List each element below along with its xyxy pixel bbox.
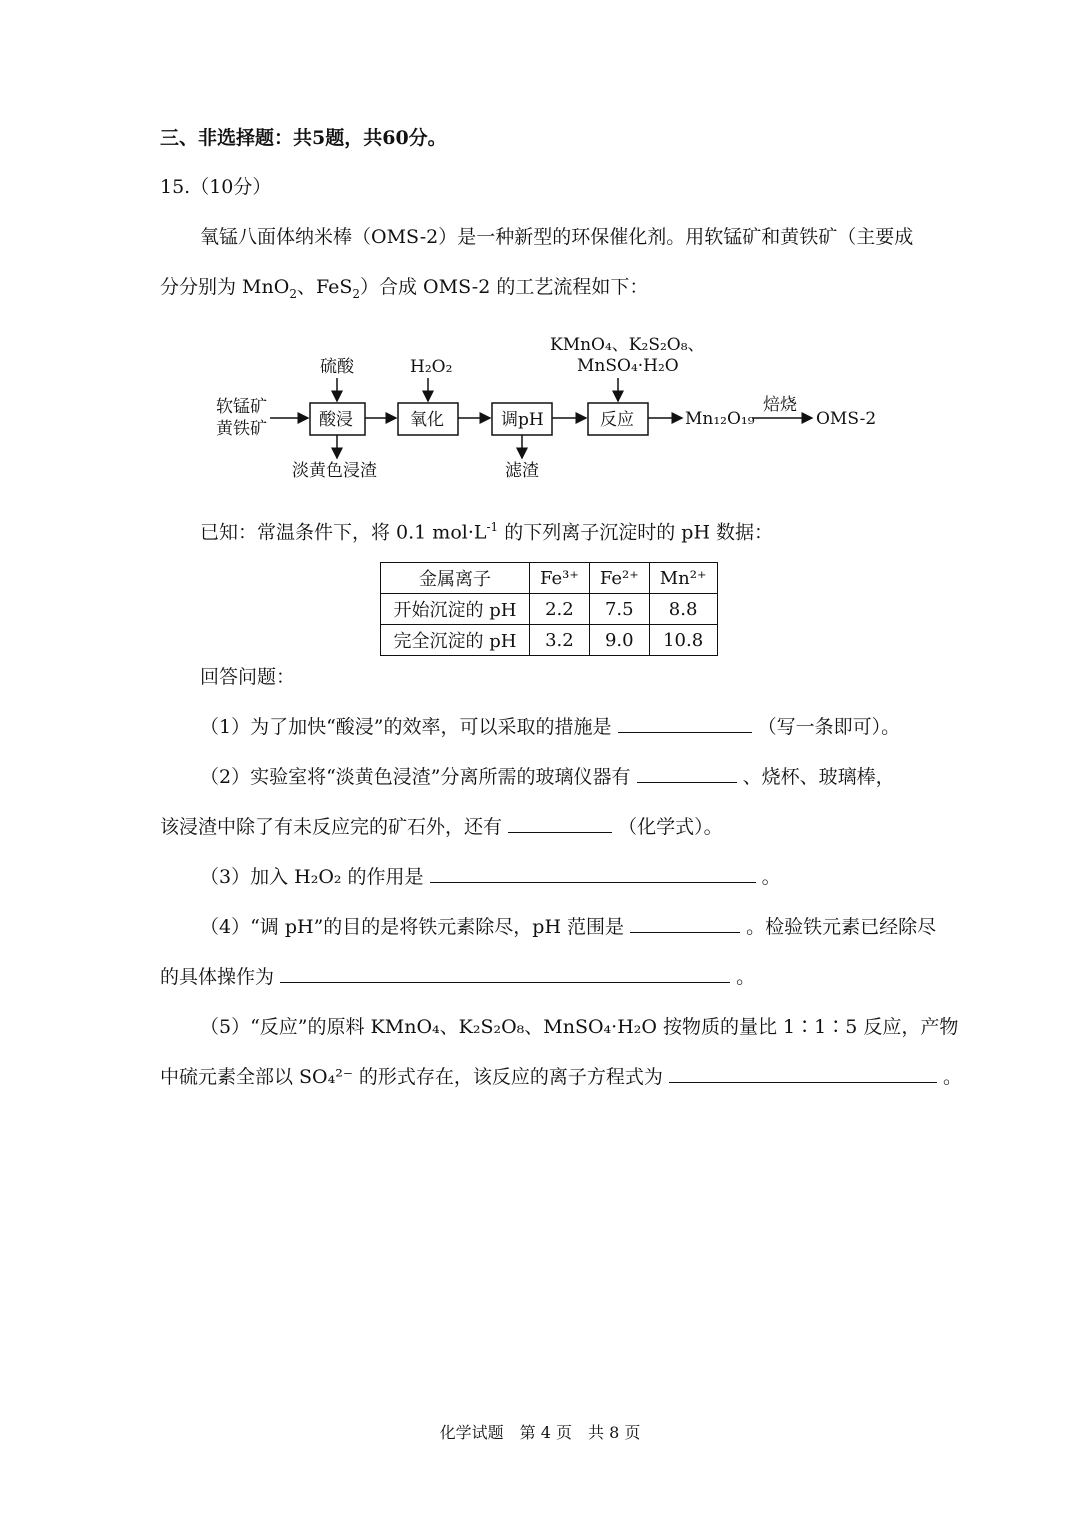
known-condition [200, 514, 773, 545]
product-oms2: OMS-2 [816, 409, 877, 429]
page-footer: 化学试题 第 4 页 共 8 页 [439, 1423, 641, 1442]
intro-line-2: 分分别为 MnO$_2$、FeS$_2$）合成 OMS-2 的工艺流程如下： [160, 276, 649, 301]
q3-answer-blank[interactable] [430, 864, 756, 883]
q5-answer-blank[interactable] [669, 1064, 937, 1083]
table-header-row [381, 563, 718, 594]
q4-text-b: 。检验铁元素已经除尽 [746, 916, 937, 938]
q2-text-b: 、烧杯、玻璃棒， [742, 766, 895, 788]
intermediate-mn12o19: Mn₁₂O₁₉ [685, 409, 755, 429]
q5-text-a: 中硫元素全部以 SO₄²⁻ 的形式存在，该反应的离子方程式为 [160, 1066, 663, 1088]
table-header-cell: Mn²⁺ [649, 563, 717, 594]
known-text-a: 已知：常温条件下，将 0.1 mol·L [200, 521, 487, 544]
q2-answer-blank-2[interactable] [508, 814, 612, 833]
step-acid-leach: 酸浸 [319, 410, 353, 430]
table-cell: 8.8 [649, 594, 717, 625]
question-5-line-1: （5）“反应”的原料 KMnO₄、K₂S₂O₈、MnSO₄·H₂O 按物质的量比 1∶1∶5 反应，产物 [200, 1016, 959, 1038]
intro-line-1: 氧锰八面体纳米棒（OMS-2）是一种新型的环保催化剂。用软锰矿和黄铁矿（主要成 [200, 226, 914, 248]
table-cell: 2.2 [530, 594, 590, 625]
table-header-cell: 金属离子 [381, 563, 530, 594]
intro-text-a: 分分别为 MnO [160, 276, 290, 298]
question-2-line-1 [200, 764, 895, 790]
table-header-cell: Fe²⁺ [589, 563, 649, 594]
table-cell: 7.5 [589, 594, 649, 625]
question-1 [200, 714, 900, 740]
question-number: 15.（10分） [160, 176, 272, 198]
table-row [381, 594, 718, 625]
calcine-label: 焙烧 [763, 395, 797, 415]
reagent-sulfuric-acid: 硫酸 [320, 357, 354, 377]
table-cell: 10.8 [649, 625, 717, 656]
question-2-line-2 [160, 814, 723, 840]
input-pyrite: 黄铁矿 [216, 419, 267, 439]
byproduct-filter-residue: 滤渣 [505, 461, 539, 481]
process-flow-diagram [210, 330, 910, 490]
table-row [381, 625, 718, 656]
q1-text-b: （写一条即可）。 [757, 716, 901, 738]
q4-answer-blank-1[interactable] [630, 914, 740, 933]
question-3 [200, 864, 781, 890]
q2-text-d: （化学式）。 [618, 816, 723, 838]
q5-text-b: 。 [943, 1066, 963, 1088]
q2-text-a: （2）实验室将“淡黄色浸渣”分离所需的玻璃仪器有 [200, 766, 631, 788]
reagent-h2o2: H₂O₂ [410, 357, 453, 377]
intro-text-b: 、FeS [296, 276, 353, 298]
question-4-line-1 [200, 914, 936, 940]
table-cell: 开始沉淀的 pH [381, 594, 530, 625]
q4-answer-blank-2[interactable] [280, 964, 730, 983]
q1-answer-blank[interactable] [618, 714, 752, 733]
q2-answer-blank-1[interactable] [637, 764, 737, 783]
table-cell: 9.0 [589, 625, 649, 656]
table-cell: 3.2 [530, 625, 590, 656]
table-header-cell: Fe³⁺ [530, 563, 590, 594]
answer-prompt: 回答问题： [200, 666, 296, 688]
q4-text-a: （4）“调 pH”的目的是将铁元素除尽，pH 范围是 [200, 916, 625, 938]
section-heading: 三、非选择题：共5题，共60分。 [160, 127, 447, 149]
table-cell: 完全沉淀的 pH [381, 625, 530, 656]
q4-text-c: 的具体操作为 [160, 966, 275, 988]
reagent-react-line1: KMnO₄、K₂S₂O₈、 [550, 335, 705, 355]
question-4-line-2 [160, 964, 755, 990]
q2-text-c: 该浸渣中除了有未反应完的矿石外，还有 [160, 816, 503, 838]
input-pyrolusite: 软锰矿 [216, 397, 267, 417]
q4-text-d: 。 [736, 966, 756, 988]
reagent-react-line2: MnSO₄·H₂O [577, 356, 679, 376]
known-text-b: 的下列离子沉淀时的 pH 数据： [498, 521, 774, 544]
step-oxidize: 氧化 [410, 410, 444, 430]
known-sup: -1 [486, 520, 499, 534]
precipitation-ph-table [380, 562, 718, 656]
question-5-line-2 [160, 1064, 962, 1090]
q3-text-b: 。 [761, 866, 781, 888]
step-adjust-ph: 调pH [501, 410, 544, 430]
q3-text-a: （3）加入 H₂O₂ 的作用是 [200, 866, 424, 888]
byproduct-leach-residue: 淡黄色浸渣 [292, 461, 377, 481]
q1-text-a: （1）为了加快“酸浸”的效率，可以采取的措施是 [200, 716, 612, 738]
step-react: 反应 [600, 410, 634, 430]
intro-text-c: ）合成 OMS-2 的工艺流程如下： [360, 276, 649, 298]
